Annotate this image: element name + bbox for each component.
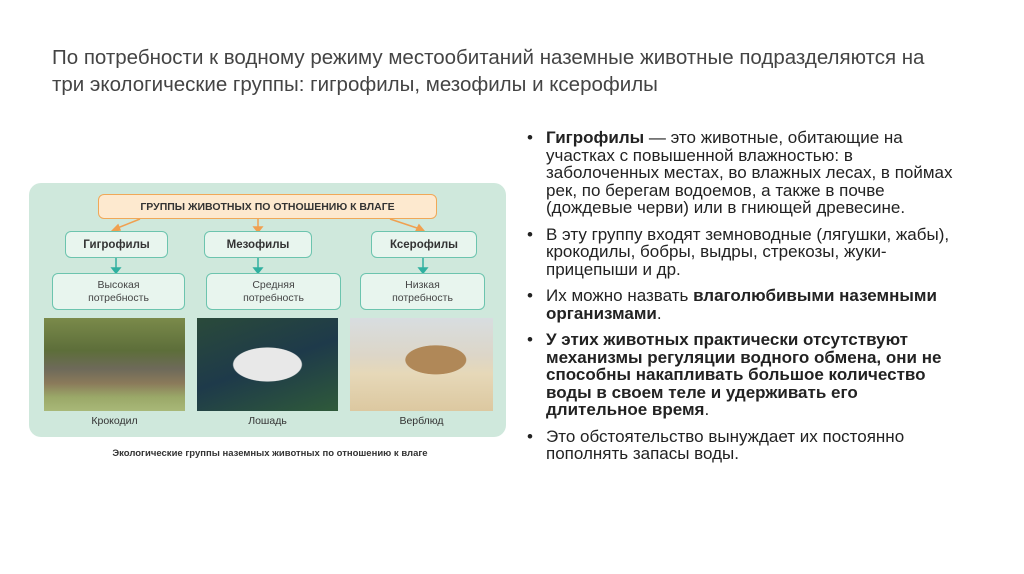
bullet-text: — это животные, обитающие на участках с повышенной влажностью: в заболоченных местах, во влажных лесах, в поймах рек, по берегам водоемов, а также в почве (дождевые черви) или в гниющей древесине. — [546, 128, 953, 217]
bullet-tail: . — [704, 400, 710, 419]
bullet-item — [527, 428, 957, 463]
bullet-bold: Гигрофилы — [546, 128, 645, 147]
label-horse: Лошадь — [248, 415, 287, 427]
need-low: Низкая потребность — [360, 273, 485, 310]
group-mesophiles: Мезофилы — [204, 231, 312, 258]
camel-photo — [350, 318, 493, 411]
need-medium: Средняя потребность — [206, 273, 341, 310]
bullet-text: Их можно назвать — [546, 286, 694, 305]
bullet-bold: влаголюбивыми наземными организмами — [546, 286, 937, 323]
bullet-text: Это обстоятельство вынуждает их постоянно пополнять запасы воды. — [546, 426, 905, 463]
crocodile-photo — [44, 318, 185, 411]
bullet-item — [527, 287, 957, 322]
horse-photo — [197, 318, 338, 411]
diagram-header: ГРУППЫ ЖИВОТНЫХ ПО ОТНОШЕНИЮ К ВЛАГЕ — [98, 194, 437, 219]
bullet-list — [527, 129, 957, 472]
need-high: Высокая потребность — [52, 273, 185, 310]
bullet-item — [527, 331, 957, 419]
diagram-arrows — [0, 0, 520, 320]
bullet-text: В эту группу входят земноводные (лягушки, жабы), крокодилы, бобры, выдры, стрекозы, жуки-прицепыши и др. — [546, 224, 950, 279]
bullet-item — [527, 226, 957, 279]
group-hygrophiles: Гигрофилы — [65, 231, 168, 258]
figure-caption: Экологические группы наземных животных по отношению к влаге — [112, 448, 428, 459]
label-crocodile: Крокодил — [91, 415, 138, 427]
label-camel: Верблюд — [399, 415, 444, 427]
group-xerophiles: Ксерофилы — [371, 231, 477, 258]
bullet-tail: . — [656, 303, 662, 323]
bullet-item — [527, 129, 957, 217]
slide-title: По потребности к водному режиму местообитаний наземные животные подразделяются на три экологические группы: гигрофилы, мезофилы и ксерофилы — [52, 46, 925, 96]
bullet-bold: У этих животных практически отсутствуют механизмы регуляции водного обмена, они не способны накапливать большое количество воды в своем теле и удерживать его длительное время — [546, 330, 942, 419]
